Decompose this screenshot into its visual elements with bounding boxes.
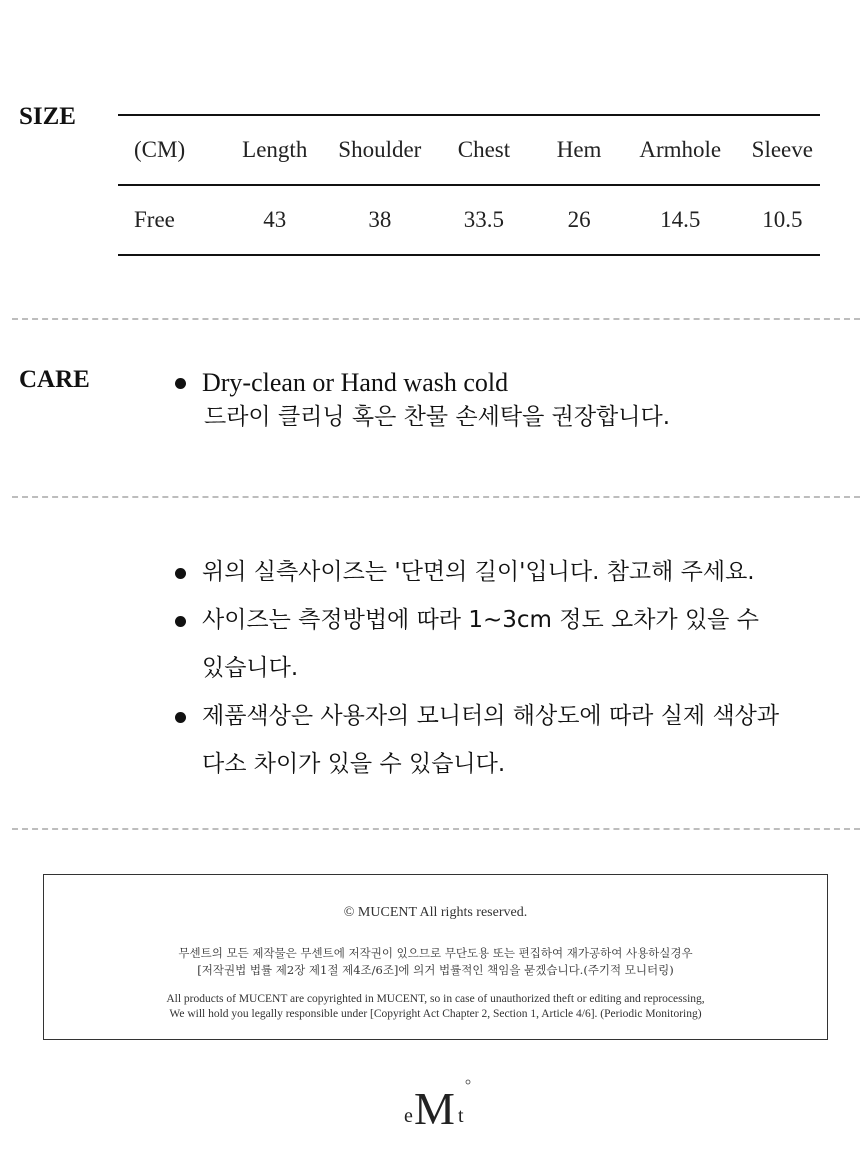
- note-text: 다소 차이가 있을 수 있습니다.: [202, 751, 506, 777]
- section-divider: [12, 318, 860, 320]
- logo-letter-e: e: [404, 1105, 413, 1127]
- cell-chest: 33.5: [463, 207, 505, 232]
- copyright-box: [43, 874, 828, 1040]
- note-text: 제품색상은 사용자의 모니터의 해상도에 따라 실제 색상과: [202, 703, 780, 729]
- care-text-ko: 드라이 클리닝 혹은 찬물 손세탁을 권장합니다.: [204, 404, 671, 430]
- cell-sleeve: 10.5: [762, 207, 803, 232]
- header-armhole: Armhole: [639, 137, 722, 162]
- cell-size: Free: [134, 207, 175, 232]
- size-heading: SIZE: [19, 103, 76, 130]
- table-row: [118, 186, 820, 254]
- copyright-ko-line1: 무센트의 모든 제작물은 무센트에 저작권이 있으므로 무단도용 또는 편집하여 재가공하여 사용하실경우: [178, 946, 693, 960]
- logo-dot: [466, 1080, 470, 1084]
- copyright-en-line1: All products of MUCENT are copyrighted in MUCENT, so in case of unauthorized theft or editing and reprocessing,: [166, 993, 705, 1005]
- note-text: 위의 실측사이즈는 '단면의 길이'입니다. 참고해 주세요.: [202, 559, 755, 585]
- header-shoulder: Shoulder: [338, 137, 422, 162]
- logo-letter-t: t: [458, 1105, 464, 1127]
- care-text-en: Dry-clean or Hand wash cold: [202, 368, 509, 397]
- cell-armhole: 14.5: [660, 207, 701, 232]
- mucent-logo: [402, 1076, 472, 1132]
- header-hem: Hem: [556, 137, 602, 162]
- logo-letter-m: M: [414, 1083, 455, 1132]
- bullet-icon: [175, 568, 186, 579]
- copyright-title: © MUCENT All rights reserved.: [343, 905, 528, 920]
- copyright-en-line2: We will hold you legally responsible under [Copyright Act Chapter 2, Section 1, Article 4/6]. (Periodic Monitoring): [169, 1008, 702, 1020]
- header-sleeve: Sleeve: [751, 137, 813, 162]
- care-heading: CARE: [19, 366, 90, 393]
- header-cm: (CM): [134, 137, 186, 162]
- bullet-icon: [175, 378, 186, 389]
- header-chest: Chest: [457, 137, 511, 162]
- bullet-icon: [175, 712, 186, 723]
- note-text: 사이즈는 측정방법에 따라 1~3cm 정도 오차가 있을 수: [202, 607, 759, 633]
- mucent-monogram-icon: [402, 1076, 472, 1132]
- copyright-ko-line2: [저작권법 법률 제2장 제1절 제4조/6조]에 의거 법률적인 책임을 묻겠습니다.(주기적 모니터링): [197, 963, 674, 977]
- table-header-row: [118, 116, 820, 184]
- table-bottom-rule: [118, 254, 820, 256]
- note-text: 있습니다.: [202, 655, 299, 681]
- cell-hem: 26: [567, 207, 591, 232]
- size-table: [118, 114, 820, 256]
- cell-shoulder: 38: [368, 207, 392, 232]
- section-divider: [12, 828, 860, 830]
- header-length: Length: [242, 137, 308, 162]
- cell-length: 43: [263, 207, 287, 232]
- bullet-icon: [175, 616, 186, 627]
- section-divider: [12, 496, 860, 498]
